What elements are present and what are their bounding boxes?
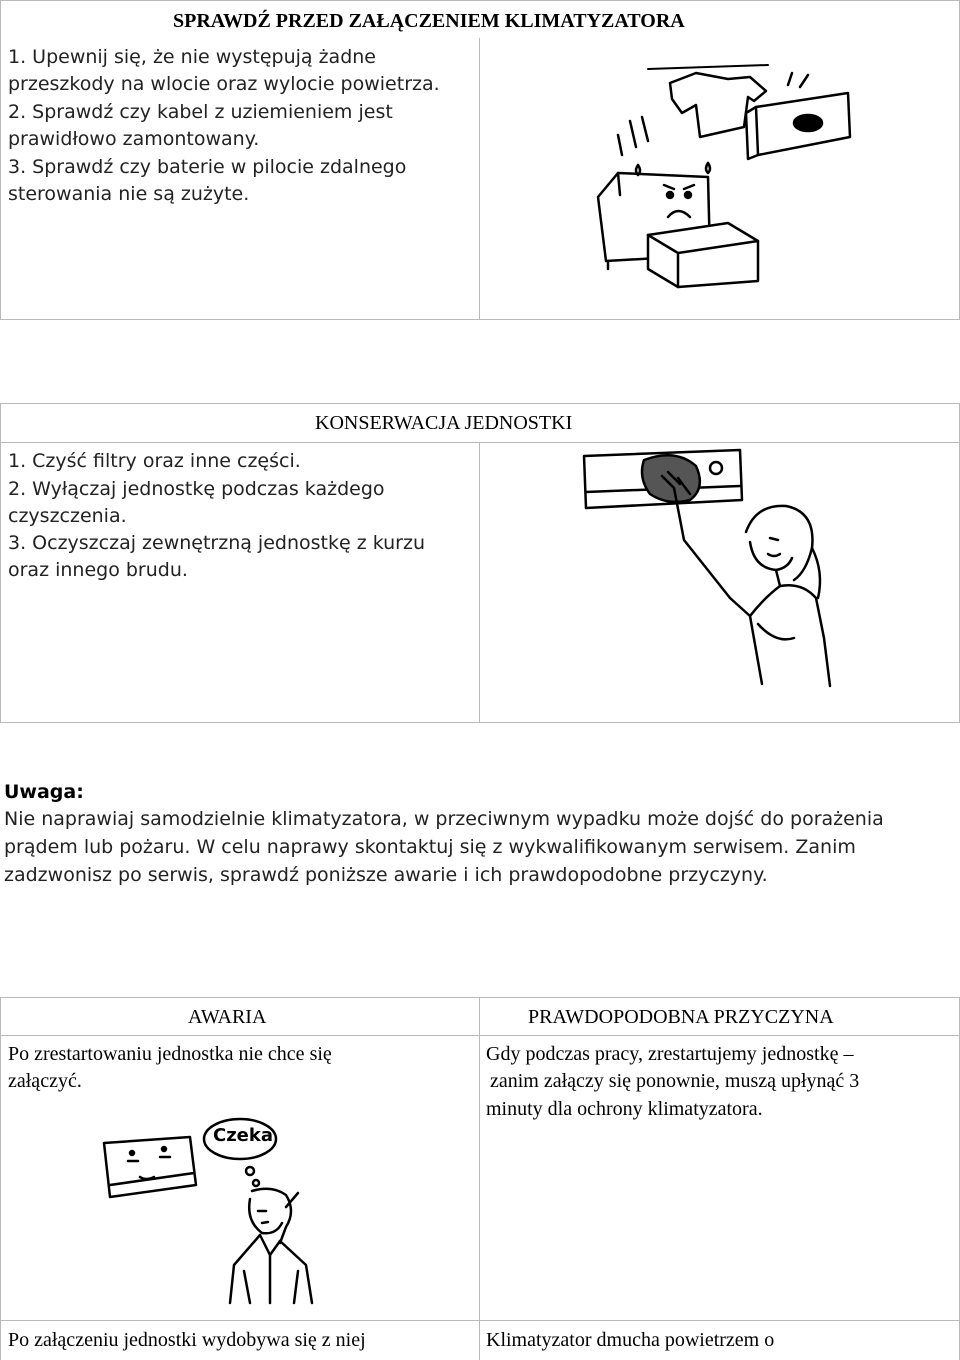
waiting-unit-illustration [100,1115,340,1305]
cleaning-unit-illustration [580,448,850,690]
column-header-cause: PRAWDOPODOBNA PRZYCZYNA [528,1006,834,1028]
title-row-divider [0,442,960,443]
waiting-bubble-text: Czeka [213,1125,274,1146]
instruction-line: 1. Czyść filtry oraz inne części. [8,450,301,472]
fault-text-line: Po zrestartowaniu jednostka nie chce się [8,1043,332,1065]
instruction-line: 2. Wyłączaj jednostkę podczas każdego [8,478,385,500]
instruction-line: czyszczenia. [8,505,127,527]
instruction-line: 2. Sprawdź czy kabel z uziemieniem jest [8,101,393,123]
section-title: KONSERWACJA JEDNOSTKI [315,412,573,434]
note-text-line: Nie naprawiaj samodzielnie klimatyzatora, w przeciwnym wypadku może dojść do porażenia [4,808,884,830]
table-column-divider [479,997,480,1360]
cause-text-line: Gdy podczas pracy, zrestartujemy jednostkę – [486,1043,854,1065]
instruction-line: 3. Sprawdź czy baterie w pilocie zdalnego [8,156,407,178]
table-header-divider [0,1035,960,1036]
fault-text-line: Po załączeniu jednostki wydobywa się z niej [8,1329,366,1351]
section-divider [479,38,480,320]
cause-text-line: Klimatyzator dmucha powietrzem o [486,1329,775,1351]
note-label: Uwaga: [4,781,84,803]
blocked-airflow-illustration [578,55,863,295]
instruction-line: sterowania nie są zużyte. [8,183,250,205]
cause-text-line: minuty dla ochrony klimatyzatora. [486,1098,763,1120]
fault-text-line: załączyć. [8,1070,82,1092]
instruction-line: 3. Oczyszczaj zewnętrzną jednostkę z kurzu [8,532,426,554]
instruction-line: oraz innego brudu. [8,559,188,581]
section-divider [479,442,480,723]
section-title: SPRAWDŹ PRZED ZAŁĄCZENIEM KLIMATYZATORA [173,10,685,32]
instruction-line: prawidłowo zamontowany. [8,128,260,150]
note-text-line: prądem lub pożaru. W celu naprawy skontaktuj się z wykwalifikowanym serwisem. Zanim [4,836,856,858]
table-row-divider [0,1320,960,1321]
instruction-line: 1. Upewnij się, że nie występują żadne [8,46,376,68]
note-text-line: zadzwonisz po serwis, sprawdź poniższe awarie i ich prawdopodobne przyczyny. [4,864,768,886]
cause-text-line: zanim załączy się ponownie, muszą upłynąć 3 [490,1070,860,1092]
column-header-fault: AWARIA [188,1006,267,1028]
instruction-line: przeszkody na wlocie oraz wylocie powietrza. [8,73,440,95]
